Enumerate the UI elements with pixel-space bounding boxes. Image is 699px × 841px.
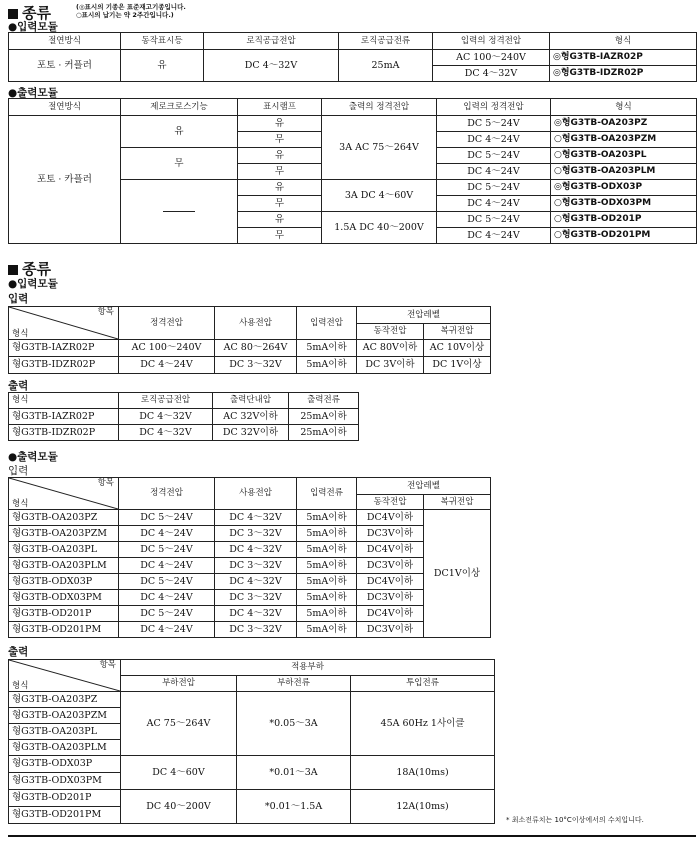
cell-model: 형G3TB-IDZR02P [9, 425, 119, 441]
cell-model: 형G3TB-OD201P [9, 790, 121, 807]
th-operating-voltage: 사용전압 [215, 307, 297, 340]
th-model: 형식 [550, 33, 697, 50]
cell-input-rated: DC 5～24V [437, 180, 551, 196]
cell-model: 형G3TB-OA203PL [9, 542, 119, 558]
cell-model: 형G3TB-OA203PZ [9, 692, 121, 708]
cell-input-rated: DC 5～24V [437, 116, 551, 132]
cell: DC4V이하 [357, 510, 424, 526]
cell-output-rated: 3A AC 75～264V [322, 116, 437, 180]
th-must-operate: 동작전압 [357, 324, 424, 340]
cell: DC 3～32V [215, 357, 297, 374]
cell: AC 80V이하 [357, 340, 424, 357]
cell-logic-voltage: DC 4～32V [204, 50, 339, 82]
cell-model: ○형G3TB-ODX03PM [551, 196, 697, 212]
input-module-output-table [8, 392, 359, 441]
th-voltage-level: 전압레벨 [357, 307, 491, 324]
cell-input-rated: DC 4～24V [437, 132, 551, 148]
input-module-type-table [8, 32, 697, 82]
cell-load-current: *0.05～3A [237, 692, 351, 756]
th-logic-current: 로직공급전류 [339, 33, 433, 50]
cell-model: 형G3TB-OD201P [9, 606, 119, 622]
cell-input-rated: DC 5～24V [437, 212, 551, 228]
cell-lamp: 무 [238, 132, 322, 148]
th-insulation: 절연방식 [9, 33, 121, 50]
cell: 5mA이하 [297, 590, 357, 606]
th-logic-voltage: 로직공급전압 [204, 33, 339, 50]
cell: DC 32V이하 [213, 425, 289, 441]
t2-label: ●출력모듈 [8, 87, 58, 99]
cell: DC3V이하 [357, 526, 424, 542]
cell: 5mA이하 [297, 340, 357, 357]
footnote: * 최소전류치는 10°C이상에서의 수치입니다. [506, 816, 644, 824]
th-input-rated: 입력의 정격전압 [433, 33, 550, 50]
cell-insulation: 포토 · 커플러 [9, 50, 121, 82]
cell-model: 형G3TB-IAZR02P [9, 409, 119, 425]
th-model: 형식 [12, 680, 29, 691]
cell: DC 1V이상 [424, 357, 491, 374]
cell-input-rated: DC 4～24V [437, 196, 551, 212]
cell-input-rated: DC 5～24V [437, 148, 551, 164]
cell-load-voltage: AC 75～264V [121, 692, 237, 756]
cell-output-rated: 3A DC 4～60V [322, 180, 437, 212]
cell-model: 형G3TB-ODX03P [9, 574, 119, 590]
cell-model: 형G3TB-OA203PZM [9, 526, 119, 542]
cell: DC 3～32V [215, 622, 297, 638]
th-input-rated: 입력의 정격전압 [437, 99, 551, 116]
cell: DC4V이하 [357, 574, 424, 590]
cell-load-voltage: DC 40～200V [121, 790, 237, 824]
cell: DC 3～32V [215, 590, 297, 606]
cell: DC 4～24V [119, 558, 215, 574]
cell-lamp: 유 [238, 116, 322, 132]
th-rated-voltage: 정격전압 [119, 307, 215, 340]
cell-model: 형G3TB-OD201PM [9, 622, 119, 638]
cell: DC 4～32V [119, 425, 213, 441]
cell-model: 형G3TB-OA203PLM [9, 740, 121, 756]
stock-note: (◎표시의 기종은 표준재고기종입니다. ○표시의 납기는 약 2주간입니다.) [76, 3, 186, 19]
cell: AC 80～264V [215, 340, 297, 357]
th-inrush-current: 투입전류 [351, 676, 495, 692]
cell-indicator: 유 [121, 50, 204, 82]
cell-model: 형G3TB-ODX03P [9, 756, 121, 773]
cell-model: 형G3TB-OA203PL [9, 724, 121, 740]
th-model: 형식 [9, 393, 119, 409]
th-item: 항목 [99, 660, 116, 670]
th-output-withstand: 출력단내압 [213, 393, 289, 409]
cell: 5mA이하 [297, 622, 357, 638]
th-item-model [9, 478, 119, 510]
cell-logic-current: 25mA [339, 50, 433, 82]
cell: 5mA이하 [297, 510, 357, 526]
output-module-label: ●출력모듈 [8, 451, 58, 463]
cell-model: 형G3TB-IAZR02P [9, 340, 119, 357]
cell: 25mA이하 [289, 409, 359, 425]
cell: DC 5～24V [119, 574, 215, 590]
th-zero-cross: 제로크로스기능 [121, 99, 238, 116]
cell-input-rated: AC 100～240V [433, 50, 550, 66]
th-logic-voltage: 로직공급전압 [119, 393, 213, 409]
th-input-voltage: 입력전압 [297, 307, 357, 340]
th-output-current: 출력전류 [289, 393, 359, 409]
cell: DC 4～32V [215, 542, 297, 558]
cell: DC 3～32V [215, 558, 297, 574]
cell-model: ◎형G3TB-ODX03P [551, 180, 697, 196]
th-model: 형식 [551, 99, 697, 116]
cell-release-voltage: DC1V이상 [424, 510, 491, 638]
cell: 5mA이하 [297, 357, 357, 374]
cell-model: ○형G3TB-OA203PL [551, 148, 697, 164]
th-insulation: 절연방식 [9, 99, 121, 116]
cell-model: 형G3TB-IDZR02P [9, 357, 119, 374]
cell-input-rated: DC 4～24V [437, 164, 551, 180]
th-lamp: 표시램프 [238, 99, 322, 116]
square-bullet-icon [8, 265, 18, 275]
cell-load-current: *0.01～3A [237, 756, 351, 790]
cell: DC4V이하 [357, 542, 424, 558]
cell-model: 형G3TB-ODX03PM [9, 773, 121, 790]
cell-zero-cross: 유 [121, 116, 238, 148]
th-item: 항목 [97, 307, 114, 317]
cell-inrush-current: 45A 60Hz 1사이클 [351, 692, 495, 756]
cell: DC 5～24V [119, 606, 215, 622]
th-output-rated: 출력의 정격전압 [322, 99, 437, 116]
output-module-output-table [8, 659, 495, 824]
cell-model: ◎형G3TB-OA203PZ [551, 116, 697, 132]
cell-model: ○형G3TB-OA203PZM [551, 132, 697, 148]
cell-load-voltage: DC 4～60V [121, 756, 237, 790]
cell-lamp: 무 [238, 164, 322, 180]
cell-model: ◎형G3TB-IAZR02P [550, 50, 697, 66]
output-module-type-table [8, 98, 697, 244]
cell-lamp: 유 [238, 180, 322, 196]
cell-inrush-current: 12A(10ms) [351, 790, 495, 824]
cell-model: 형G3TB-OD201PM [9, 807, 121, 824]
cell-output-rated: 1.5A DC 40～200V [322, 212, 437, 244]
cell: DC3V이하 [357, 558, 424, 574]
cell: DC 4～24V [119, 357, 215, 374]
cell-lamp: 유 [238, 148, 322, 164]
cell-lamp: 무 [238, 196, 322, 212]
cell: DC 4～32V [119, 409, 213, 425]
output-label: 출력 [8, 646, 29, 658]
th-item-model [9, 307, 119, 340]
bottom-rule [8, 835, 696, 837]
th-voltage-level: 전압레벨 [357, 478, 491, 495]
th-model: 형식 [12, 328, 29, 339]
cell-model: ○형G3TB-OA203PLM [551, 164, 697, 180]
cell: 5mA이하 [297, 574, 357, 590]
section-title-2: 종류 [8, 258, 51, 279]
cell-model: 형G3TB-OA203PZ [9, 510, 119, 526]
t1-label: ●입력모듈 [8, 21, 58, 33]
cell-model: 형G3TB-ODX03PM [9, 590, 119, 606]
output-module-input-table [8, 477, 491, 638]
th-input-current: 입력전류 [297, 478, 357, 510]
cell-insulation: 포토 · 카플러 [9, 116, 121, 244]
cell: DC 4～32V [215, 574, 297, 590]
cell: AC 100～240V [119, 340, 215, 357]
cell: 5mA이하 [297, 526, 357, 542]
cell-load-current: *0.01～1.5A [237, 790, 351, 824]
cell: DC 3～32V [215, 526, 297, 542]
th-load-voltage: 부하전압 [121, 676, 237, 692]
th-indicator: 동작표시등 [121, 33, 204, 50]
cell-zero-cross: 무 [121, 148, 238, 180]
section-title-1: 종류 [8, 2, 51, 23]
th-rated-voltage: 정격전압 [119, 478, 215, 510]
cell-model: 형G3TB-OA203PLM [9, 558, 119, 574]
cell-inrush-current: 18A(10ms) [351, 756, 495, 790]
cell-zero-cross-none [121, 180, 238, 244]
input-label: 입력 [8, 465, 29, 477]
cell: AC 32V이하 [213, 409, 289, 425]
cell: DC 5～24V [119, 542, 215, 558]
th-model: 형식 [12, 498, 29, 509]
output-label: 출력 [8, 380, 29, 392]
th-must-release: 복귀전압 [424, 495, 491, 510]
th-must-release: 복귀전압 [424, 324, 491, 340]
cell: DC 4～24V [119, 526, 215, 542]
cell: DC 4～24V [119, 590, 215, 606]
cell: AC 10V이상 [424, 340, 491, 357]
cell: DC 4～32V [215, 510, 297, 526]
cell: DC 4～24V [119, 622, 215, 638]
cell: DC 5～24V [119, 510, 215, 526]
cell-model: 형G3TB-OA203PZM [9, 708, 121, 724]
th-item-model [9, 660, 121, 692]
th-operating-voltage: 사용전압 [215, 478, 297, 510]
th-applicable-load: 적용부하 [121, 660, 495, 676]
cell-model: ◎형G3TB-IDZR02P [550, 66, 697, 82]
square-bullet-icon [8, 9, 18, 19]
th-must-operate: 동작전압 [357, 495, 424, 510]
th-load-current: 부하전류 [237, 676, 351, 692]
cell-model: ○형G3TB-OD201PM [551, 228, 697, 244]
cell: DC 3V이하 [357, 357, 424, 374]
cell: DC 4～32V [215, 606, 297, 622]
cell-lamp: 유 [238, 212, 322, 228]
cell: 5mA이하 [297, 606, 357, 622]
cell: 25mA이하 [289, 425, 359, 441]
cell-model: ○형G3TB-OD201P [551, 212, 697, 228]
input-label: 입력 [8, 293, 29, 305]
cell-input-rated: DC 4～32V [433, 66, 550, 82]
cell: DC3V이하 [357, 590, 424, 606]
cell: DC4V이하 [357, 606, 424, 622]
cell-lamp: 무 [238, 228, 322, 244]
cell: 5mA이하 [297, 558, 357, 574]
input-module-input-table [8, 306, 491, 374]
dash-mark [163, 211, 195, 212]
th-item: 항목 [97, 478, 114, 488]
cell: 5mA이하 [297, 542, 357, 558]
cell-input-rated: DC 4～24V [437, 228, 551, 244]
input-module-label: ●입력모듈 [8, 278, 58, 290]
cell: DC3V이하 [357, 622, 424, 638]
